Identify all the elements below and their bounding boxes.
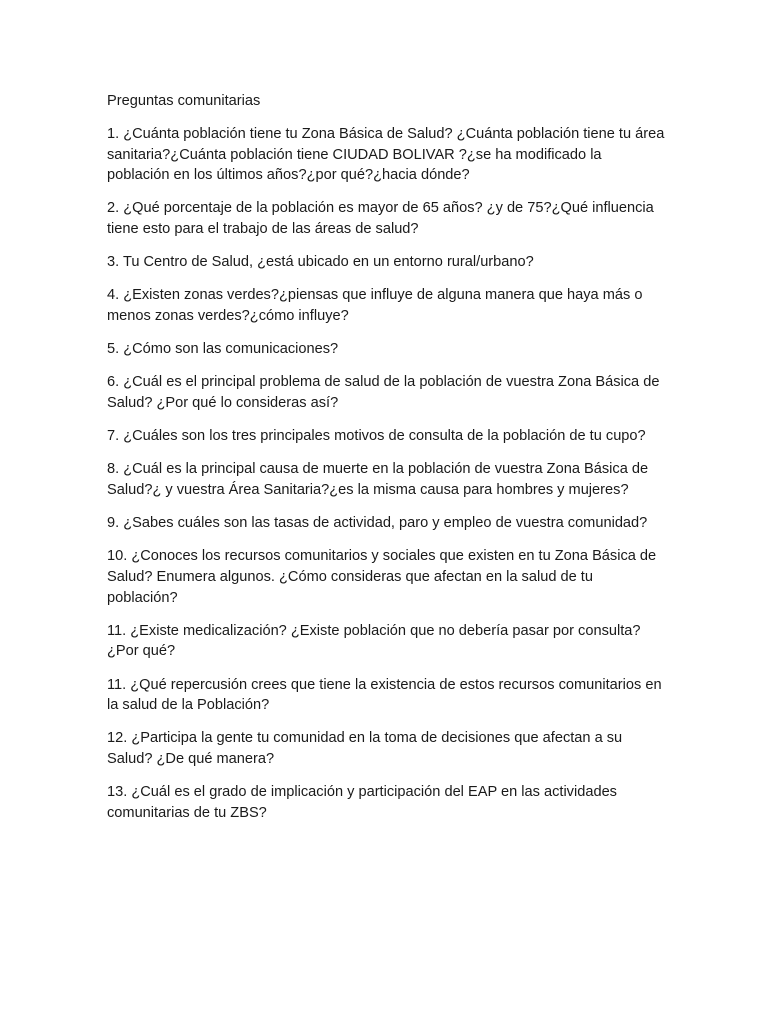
question-2: 2. ¿Qué porcentaje de la población es mayor de 65 años? ¿y de 75?¿Qué influencia tiene esto para el trabajo de las áreas de salud? — [107, 200, 654, 238]
question-10: 10. ¿Conoces los recursos comunitarios y sociales que existen en tu Zona Básica de Salud? Enumera algunos. ¿Cómo consideras que afectan en la salud de tu población? — [107, 548, 657, 606]
question-3: 3. Tu Centro de Salud, ¿está ubicado en un entorno rural/urbano? — [107, 254, 534, 271]
question-11b: 11. ¿Qué repercusión crees que tiene la existencia de estos recursos comunitarios en la salud de la Población? — [107, 676, 662, 714]
document-title: Preguntas comunitarias — [107, 93, 261, 109]
question-1: 1. ¿Cuánta población tiene tu Zona Básica de Salud? ¿Cuánta población tiene tu área sanitaria?¿Cuánta población tiene CIUDAD BOLIVAR ?¿se ha modificado la población en los últimos años?¿por qué?¿hacia dónde? — [107, 126, 665, 184]
question-5: 5. ¿Cómo son las comunicaciones? — [107, 341, 339, 358]
question-4: 4. ¿Existen zonas verdes?¿piensas que influye de alguna manera que haya más o menos zonas verdes?¿cómo influye? — [107, 287, 643, 325]
question-13: 13. ¿Cuál es el grado de implicación y participación del EAP en las actividades comunitarias de tu ZBS? — [107, 784, 617, 821]
question-8: 8. ¿Cuál es la principal causa de muerte en la población de vuestra Zona Básica de Salud?¿ y vuestra Área Sanitaria?¿es la misma causa para hombres y mujeres? — [107, 461, 649, 498]
question-11a: 11. ¿Existe medicalización? ¿Existe población que no debería pasar por consulta? ¿Por qué? — [107, 622, 641, 660]
question-9: 9. ¿Sabes cuáles son las tasas de actividad, paro y empleo de vuestra comunidad? — [107, 515, 648, 532]
document-body — [107, 91, 667, 836]
question-12: 12. ¿Participa la gente tu comunidad en la toma de decisiones que afectan a su Salud? ¿De qué manera? — [107, 730, 623, 767]
question-7: 7. ¿Cuáles son los tres principales motivos de consulta de la población de tu cupo? — [107, 428, 646, 445]
question-6: 6. ¿Cuál es el principal problema de salud de la población de vuestra Zona Básica de Salud? ¿Por qué lo consideras así? — [107, 374, 660, 411]
